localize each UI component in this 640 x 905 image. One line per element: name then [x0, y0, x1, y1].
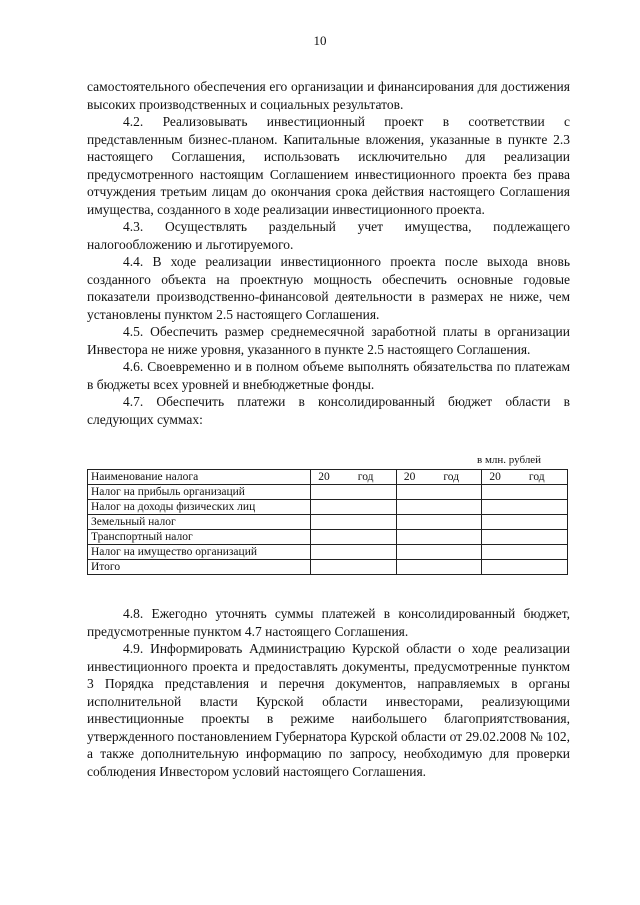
paragraph-4-7: 4.7. Обеспечить платежи в консолидированный бюджет области в следующих суммах: [87, 394, 570, 427]
value-cell [482, 545, 568, 560]
table-total-row [88, 560, 568, 575]
value-cell [482, 485, 568, 500]
value-cell [396, 500, 482, 515]
tax-payments-table [87, 469, 568, 575]
value-cell [311, 485, 397, 500]
paragraph-4-3: 4.3. Осуществлять раздельный учет имущества, подлежащего налогообложению и льготируемого. [87, 219, 570, 252]
value-cell [311, 500, 397, 515]
table-units-label: в млн. рублей [477, 454, 542, 466]
value-cell [482, 560, 568, 575]
tax-name-cell: Налог на имущество организаций [88, 545, 311, 560]
table-header-row [88, 470, 568, 485]
paragraph: самостоятельного обеспечения его организации и финансирования для достижения высоких производственных и социальных результатов. [87, 79, 570, 112]
value-cell [482, 500, 568, 515]
paragraph-4-8: 4.8. Ежегодно уточнять суммы платежей в консолидированный бюджет, предусмотренные пунктом 4.7 настоящего Соглашения. [87, 606, 570, 639]
column-header-year-2: 20 год [396, 470, 482, 485]
body-text-top [87, 78, 570, 428]
body-text-bottom [87, 605, 570, 780]
paragraph-4-9: 4.9. Информировать Администрацию Курской области о ходе реализации инвестиционного проекта и предоставлять документы, предусмотренные пунктом 3 Порядка представления и перечня документов, направляемых в органы исполнительной власти Курской области инвесторами, реализующими инвестиционные проекты в режиме наибольшего благоприятствования, утвержденного постановлением Губернатора Курской области от 29.02.2008 № 102, а также дополнительную информацию по запросу, необходимую для проверки соблюдения Инвестором условий настоящего Соглашения. [87, 641, 570, 779]
tax-name-cell: Транспортный налог [88, 530, 311, 545]
table-row [88, 500, 568, 515]
table-row [88, 485, 568, 500]
column-header-year-1: 20 год [311, 470, 397, 485]
tax-name-cell: Земельный налог [88, 515, 311, 530]
table-row [88, 515, 568, 530]
value-cell [311, 545, 397, 560]
page-number: 10 [313, 33, 327, 48]
value-cell [396, 560, 482, 575]
paragraph-4-5: 4.5. Обеспечить размер среднемесячной заработной платы в организации Инвестора не ниже уровня, указанного в пункте 2.5 настоящего Соглашения. [87, 324, 570, 357]
value-cell [396, 485, 482, 500]
value-cell [396, 545, 482, 560]
value-cell [311, 560, 397, 575]
tax-name-cell: Налог на прибыль организаций [88, 485, 311, 500]
value-cell [396, 515, 482, 530]
column-header-tax-name: Наименование налога [88, 470, 311, 485]
paragraph-4-2: 4.2. Реализовывать инвестиционный проект в соответствии с представленным бизнес-планом. Капитальные вложения, указанные в пункте 2.3 настоящего Соглашения, использовать исключительно для реализации предусмотренного настоящим Соглашением инвестиционного проекта без права отчуждения третьим лицам до окончания срока действия настоящего Соглашения имущества, созданного в ходе реализации инвестиционного проекта. [87, 114, 570, 217]
tax-name-cell: Налог на доходы физических лиц [88, 500, 311, 515]
tax-name-cell: Итого [88, 560, 311, 575]
value-cell [482, 515, 568, 530]
value-cell [311, 515, 397, 530]
table-row [88, 530, 568, 545]
table-row [88, 545, 568, 560]
paragraph-4-4: 4.4. В ходе реализации инвестиционного проекта после выхода вновь созданного объекта на проектную мощность обеспечить основные годовые показатели производственно-финансовой деятельности в размерах не ниже, чем установлены пунктом 2.5 настоящего Соглашения. [87, 254, 570, 322]
paragraph-4-6: 4.6. Своевременно и в полном объеме выполнять обязательства по платежам в бюджеты всех уровней и внебюджетные фонды. [87, 359, 570, 392]
value-cell [311, 530, 397, 545]
value-cell [396, 530, 482, 545]
column-header-year-3: 20 год [482, 470, 568, 485]
value-cell [482, 530, 568, 545]
